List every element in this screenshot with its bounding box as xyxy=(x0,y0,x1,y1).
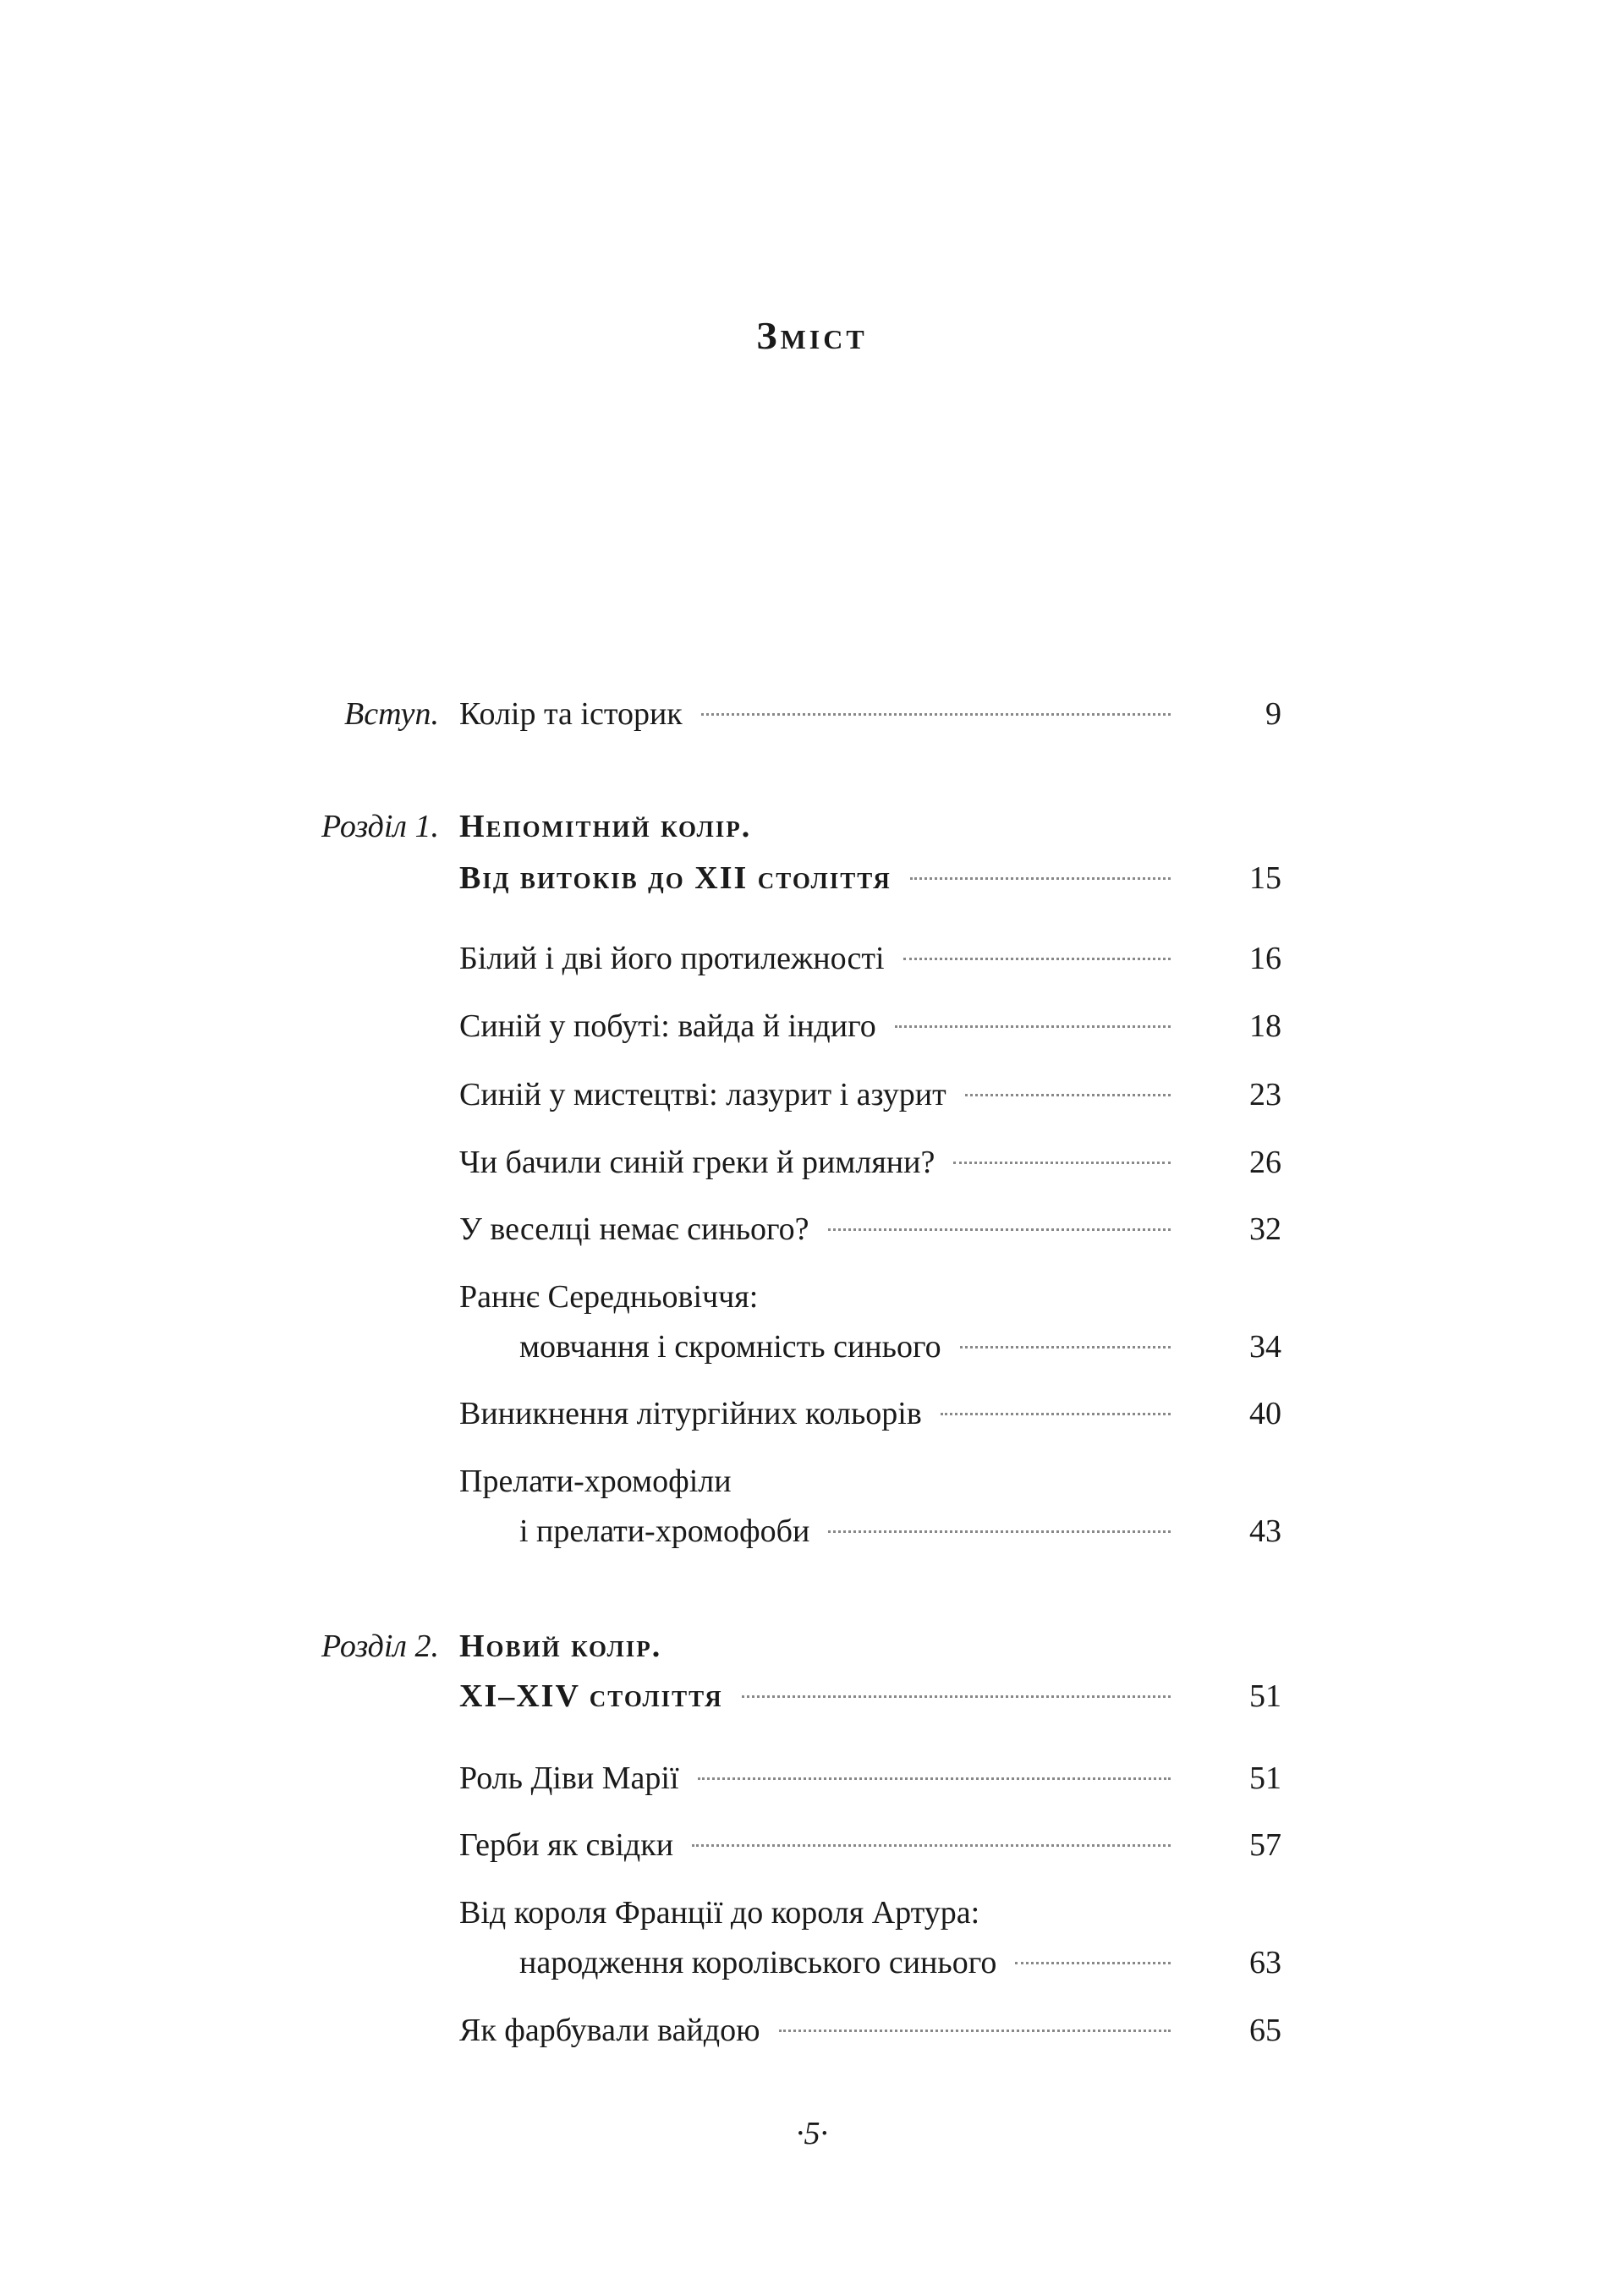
page-number: 34 xyxy=(1249,1329,1281,1365)
page-number: 23 xyxy=(1249,1077,1281,1112)
page-folio: ·5· xyxy=(796,2116,828,2151)
toc-entry xyxy=(0,1820,1624,1870)
dot-leader xyxy=(828,1228,1171,1231)
chapter-subtitle: Від витоків до XII століття xyxy=(459,860,892,896)
entry-title: Герби як свідки xyxy=(459,1827,674,1863)
dot-leader xyxy=(941,1413,1171,1415)
entry-label: Розділ 2. xyxy=(321,1629,439,1664)
entry-title: Виникнення літургійних кольорів xyxy=(459,1396,922,1431)
toc-entry xyxy=(0,1506,1624,1557)
chapter-heading xyxy=(0,801,1624,852)
toc-entry-line1 xyxy=(0,1272,1624,1322)
page-number: 43 xyxy=(1249,1513,1281,1549)
entry-label: Вступ. xyxy=(344,696,439,732)
toc-entry xyxy=(0,1137,1624,1188)
dot-leader xyxy=(698,1777,1171,1780)
entry-label: Розділ 1. xyxy=(321,809,439,844)
page-title: Зміст xyxy=(756,314,868,357)
entry-title: Колір та історик xyxy=(459,696,683,732)
dot-leader xyxy=(828,1530,1171,1533)
chapter-subtitle: XI–XIV століття xyxy=(459,1678,723,1714)
entry-title: Синій у мистецтві: лазурит і азурит xyxy=(459,1077,946,1112)
chapter-title: Новий колір. xyxy=(459,1629,662,1664)
entry-title: Білий і дві його протилежності xyxy=(459,941,885,976)
toc-entry-line1 xyxy=(0,1456,1624,1507)
dot-leader xyxy=(1015,1962,1171,1964)
entry-title: Як фарбували вайдою xyxy=(459,2013,760,2048)
page-number: 65 xyxy=(1249,2013,1281,2048)
dot-leader xyxy=(953,1162,1171,1164)
toc-entry xyxy=(0,1388,1624,1439)
dot-leader xyxy=(742,1695,1171,1698)
dot-leader xyxy=(701,713,1171,716)
dot-leader xyxy=(965,1094,1171,1096)
entry-title-cont: мовчання і скромність синього xyxy=(519,1329,941,1365)
page-number: 32 xyxy=(1249,1211,1281,1247)
entry-title: Прелати-хромофіли xyxy=(459,1464,732,1499)
chapter-title: Непомітний колір. xyxy=(459,809,752,844)
toc-entry xyxy=(0,1321,1624,1372)
entry-title: Раннє Середньовіччя: xyxy=(459,1279,759,1315)
page-number: 18 xyxy=(1249,1008,1281,1044)
dot-leader xyxy=(910,877,1171,880)
toc-entry xyxy=(0,689,1624,739)
toc-entry xyxy=(0,1671,1624,1722)
entry-title: Чи бачили синій греки й римляни? xyxy=(459,1145,935,1180)
page-number: 40 xyxy=(1249,1396,1281,1431)
page-number: 9 xyxy=(1265,696,1281,732)
toc-entry xyxy=(0,853,1624,904)
entry-title: Роль Діви Марії xyxy=(459,1760,679,1796)
entry-title-cont: і прелати-хромофоби xyxy=(519,1513,810,1549)
dot-leader xyxy=(960,1346,1171,1348)
entry-title: У веселці немає синього? xyxy=(459,1211,809,1247)
toc-entry xyxy=(0,1753,1624,1804)
toc-entry xyxy=(0,1204,1624,1255)
toc-entry-line1 xyxy=(0,1887,1624,1938)
page-number: 51 xyxy=(1249,1760,1281,1796)
toc-entry xyxy=(0,933,1624,984)
dot-leader xyxy=(895,1025,1171,1028)
entry-title: Синій у побуті: вайда й індиго xyxy=(459,1008,876,1044)
page-number: 26 xyxy=(1249,1145,1281,1180)
toc-entry xyxy=(0,2005,1624,2056)
dot-leader xyxy=(692,1844,1171,1847)
toc-entry xyxy=(0,1937,1624,1988)
entry-title: Від короля Франції до короля Артура: xyxy=(459,1895,980,1931)
page-number: 51 xyxy=(1249,1678,1281,1714)
entry-title-cont: народження королівського синього xyxy=(519,1945,997,1980)
page-number: 15 xyxy=(1249,860,1281,896)
dot-leader xyxy=(903,958,1171,960)
page-number: 63 xyxy=(1249,1945,1281,1980)
chapter-heading xyxy=(0,1621,1624,1672)
toc-entry xyxy=(0,1069,1624,1120)
toc-entry xyxy=(0,1001,1624,1052)
dot-leader xyxy=(779,2030,1171,2032)
page-number: 16 xyxy=(1249,941,1281,976)
page-number: 57 xyxy=(1249,1827,1281,1863)
